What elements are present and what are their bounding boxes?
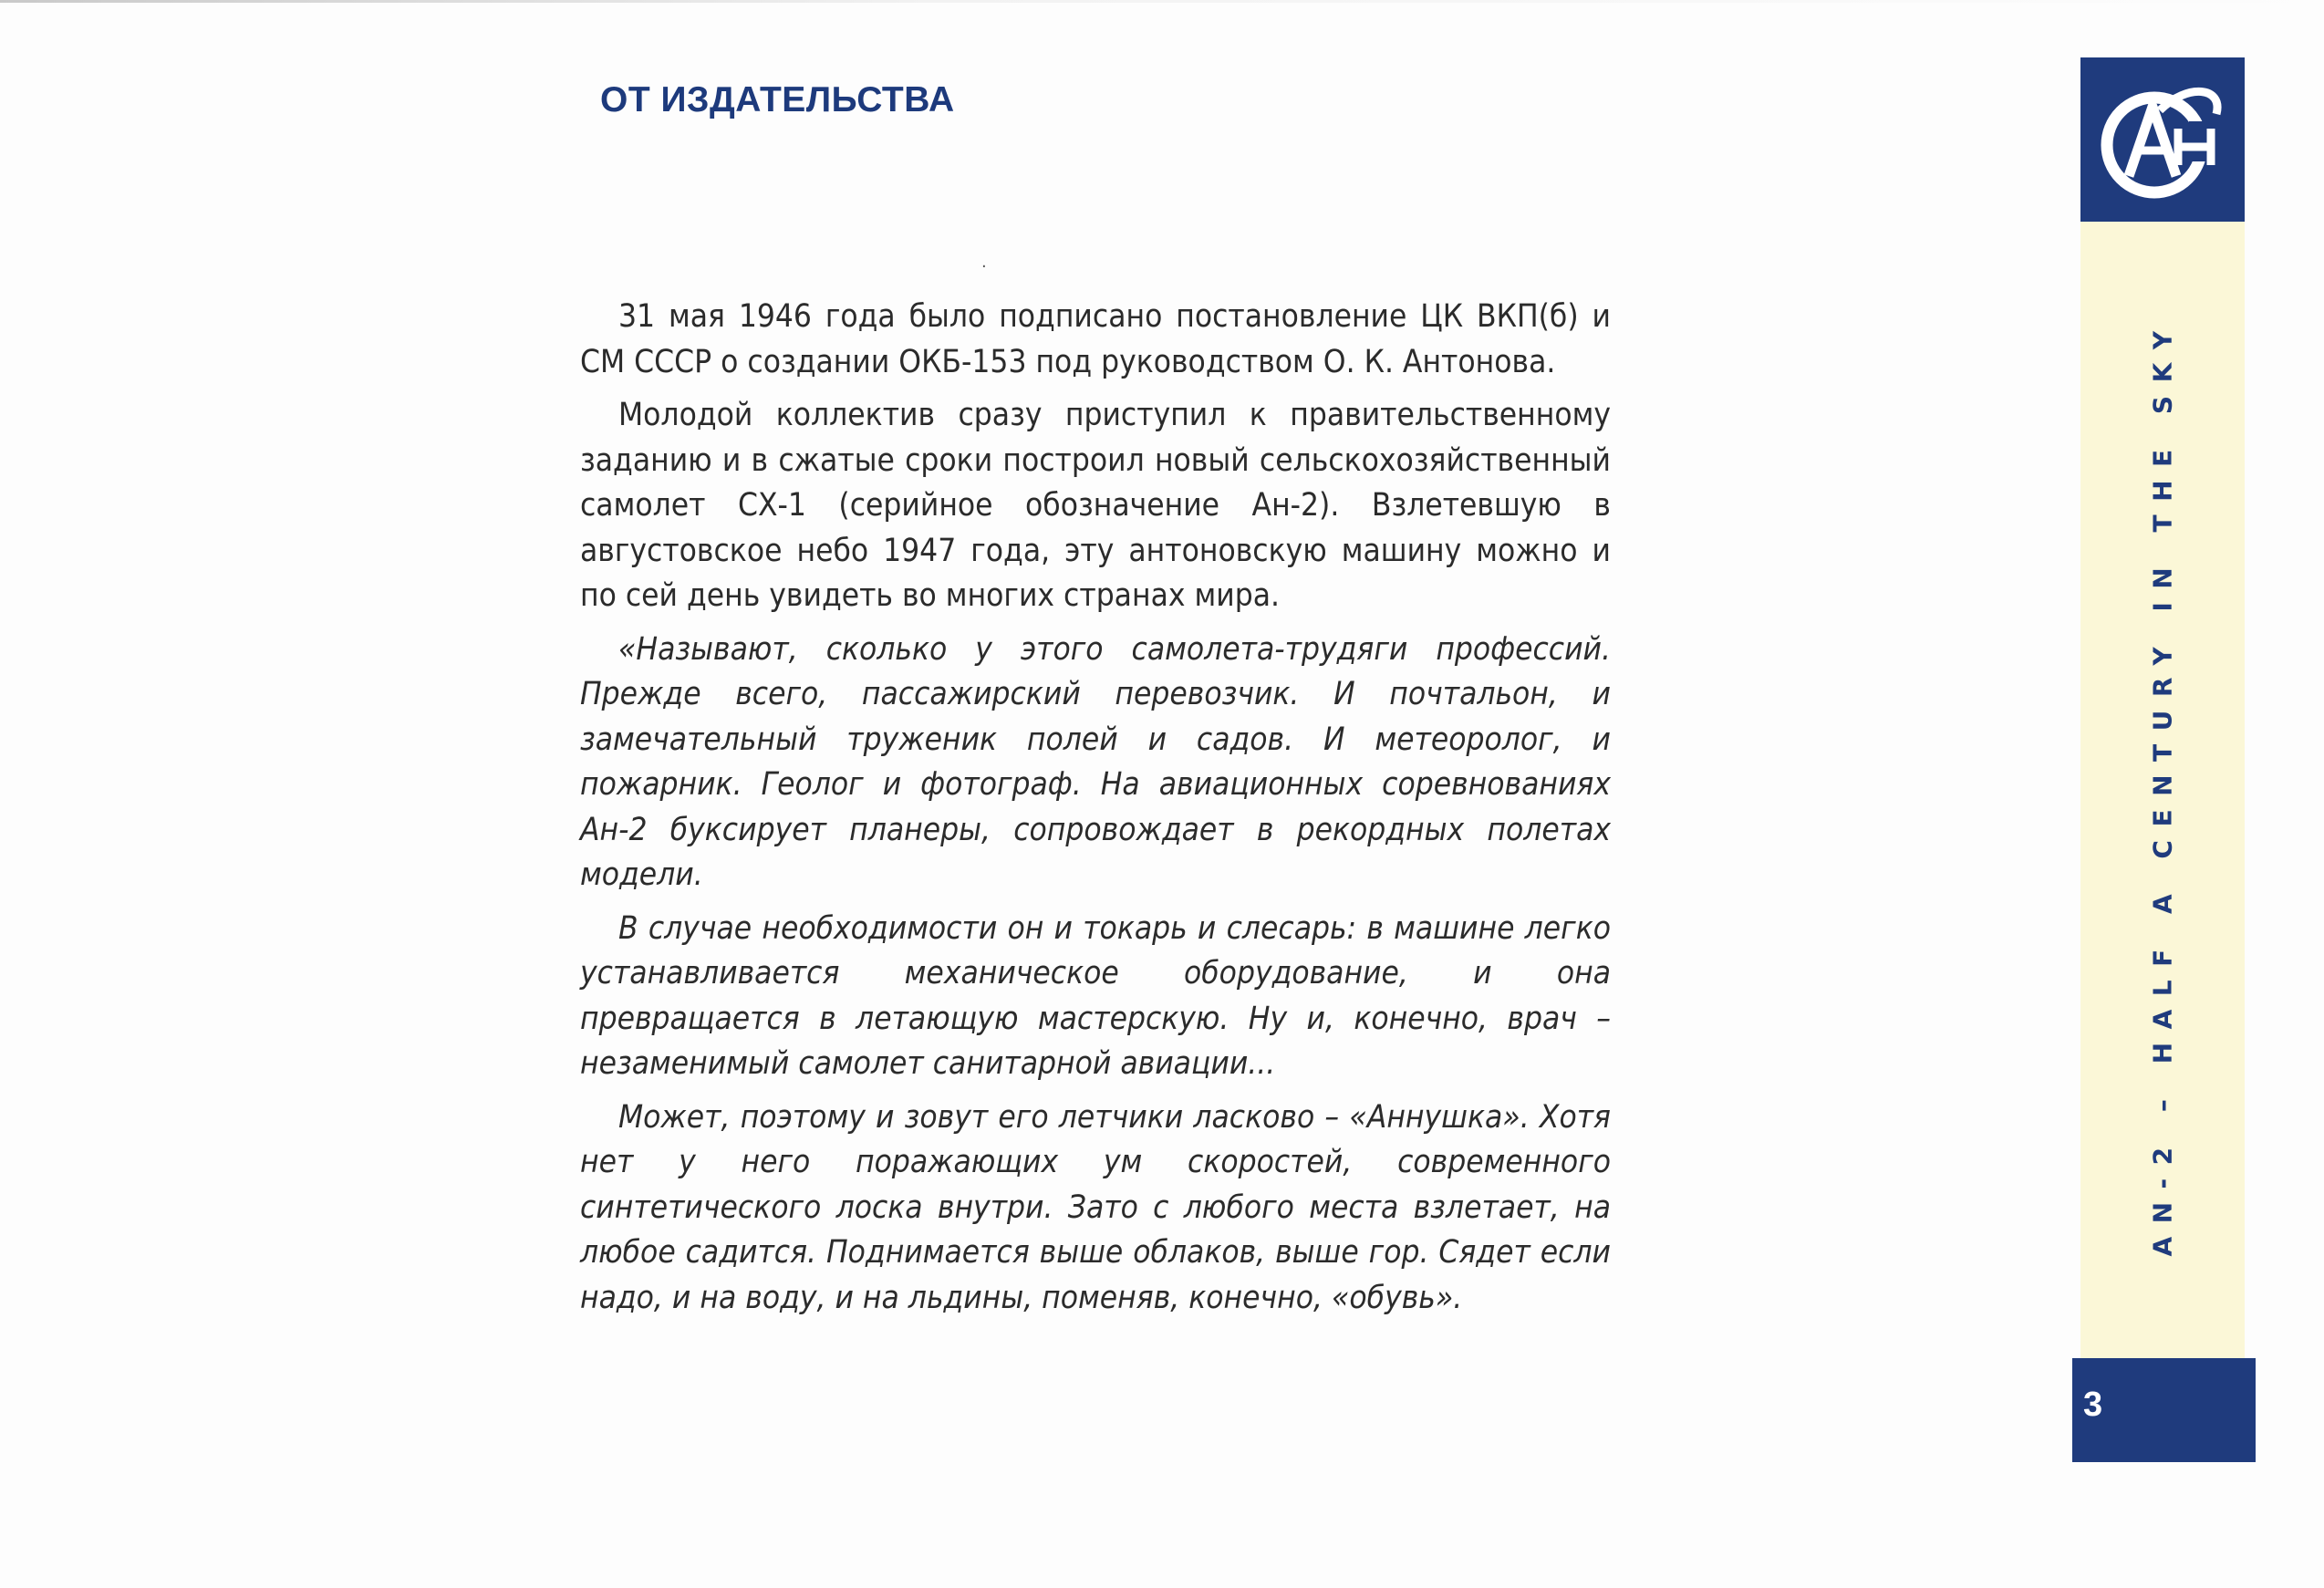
scan-edge bbox=[0, 0, 2324, 3]
page-heading: ОТ ИЗДАТЕЛЬСТВА bbox=[600, 80, 955, 119]
title-strip bbox=[2080, 222, 2245, 1419]
paragraph-4: В случае необходимости он и токарь и слесарь: в машине легко устанавливается механическое оборудование, и она превращается в летающую мастерскую. Ну и, конечно, врач – незаменимый самолет санитарной авиации... bbox=[580, 909, 1611, 1082]
paragraph-2: Молодой коллектив сразу приступил к правительственному заданию и в сжатые сроки построил новый сельскохозяйственный самолет СХ-1 (серийное обозначение Ан-2). Взлетевшую в августовское небо 1947 года, эту антоновскую машину можно и по сей день увидеть во многих странах мира. bbox=[580, 397, 1611, 614]
svg-text:Ан: Ан bbox=[2096, 74, 2098, 75]
antonov-logo bbox=[2080, 57, 2245, 222]
paragraph-3: «Называют, сколько у этого самолета-трудяги профессий. Прежде всего, пассажирский перевозчик. И почтальон, и замечательный труженик полей и садов. И метеоролог, и пожарник. Геолог и фотограф. На авиационных соревнованиях Ан-2 буксирует планеры, сопровождает в рекордных полетах модели. bbox=[580, 630, 1611, 893]
paragraph-1: 31 мая 1946 года было подписано постановление ЦК ВКП(б) и СМ СССР о создании ОКБ-153 под руководством О. К. Антонова. bbox=[580, 298, 1611, 380]
scan-speck: · bbox=[981, 257, 987, 276]
body-text bbox=[580, 295, 1611, 1329]
page-number-block bbox=[2072, 1358, 2256, 1462]
sidebar bbox=[2080, 57, 2245, 1462]
paragraph-5: Может, поэтому и зовут его летчики ласково – «Аннушка». Хотя нет у него поражающих ум скоростей, современного синтетического лоска внутри. Зато с любого места взлетает, на любое садится. Поднимается выше облаков, выше гор. Сядет если надо, и на воду, и на льдины, поменяв, конечно, «обувь». bbox=[580, 1098, 1611, 1316]
antonov-logo-icon bbox=[2096, 74, 2229, 207]
vertical-book-title: AN-2 – HALF A CENTURY IN THE SKY bbox=[2147, 317, 2178, 1257]
page-number: 3 bbox=[2083, 1386, 2103, 1424]
